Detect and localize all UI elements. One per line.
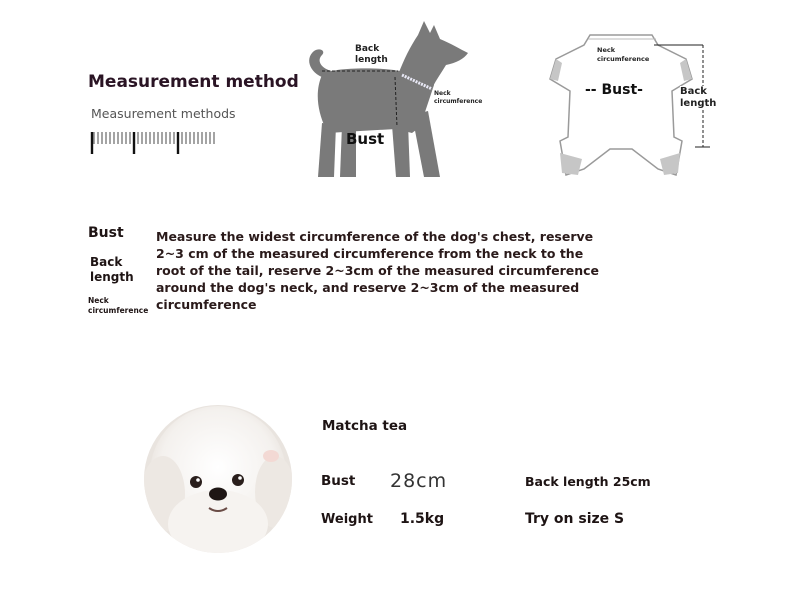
measurement-description: Measure the widest circumference of the dog's chest, reserve 2~3 cm of the measured circumference from the neck to the root of the tail, reserve 2~3cm of the measured circumference around the dog's neck, and reserve 2~3cm of the measured circumference <box>156 229 600 312</box>
garment-back-length-label: Back length <box>680 86 717 109</box>
garment-bust-label: -- Bust- <box>585 82 643 98</box>
model-size: Try on size S <box>525 511 625 527</box>
legend-back-length: Back length <box>90 255 134 284</box>
page-title: Measurement method <box>88 72 299 92</box>
model-bust-value: 28cm <box>390 470 448 492</box>
garment-neck-label: Neck circumference <box>597 46 650 63</box>
ruler-icon <box>90 128 220 156</box>
model-weight-value: 1.5kg <box>400 511 445 527</box>
model-back-length: Back length 25cm <box>525 474 651 489</box>
model-bust-label: Bust <box>321 473 356 489</box>
model-weight-label: Weight <box>321 512 373 527</box>
legend-bust: Bust <box>88 225 124 241</box>
dog-neck-label: Neck circumference <box>434 90 483 105</box>
dog-bust-label: Bust <box>346 130 385 148</box>
legend-neck: Neck circumference <box>88 296 149 315</box>
dog-photo <box>143 404 293 554</box>
dog-back-length-label: Back length <box>355 44 388 65</box>
model-name: Matcha tea <box>322 418 408 434</box>
page-subtitle: Measurement methods <box>91 106 236 121</box>
